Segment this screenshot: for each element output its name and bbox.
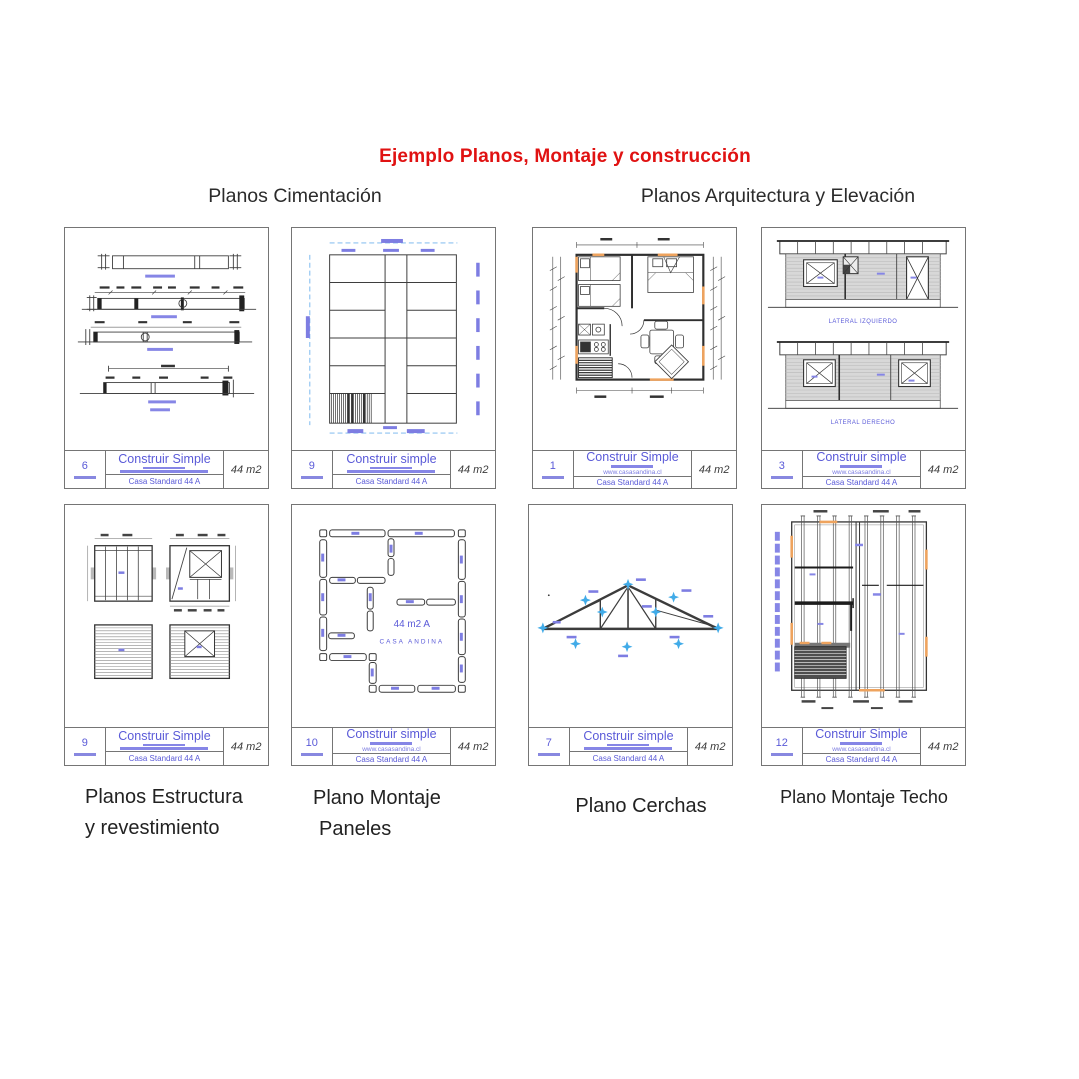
brand-text: Construir simple [346,727,437,741]
title-block [292,727,495,765]
sheet-cerchas [528,504,733,766]
number-underline-bar [771,753,793,756]
model-text: Casa Standard 44 A [592,754,665,763]
caption-line: Paneles [319,818,392,840]
number-underline-bar [301,753,323,756]
label-lateral-derecho: LATERAL DERECHO [830,420,896,427]
caption-montaje-paneles [313,783,473,845]
number-underline-bar [771,476,793,479]
sheet-estructura-paneles [64,504,269,766]
title-block [65,450,268,488]
model-text: Casa Standard 44 A [825,754,898,764]
area-text: 44 m2 [450,728,495,765]
floor-plan-drawing [533,228,736,450]
website-text: www.casasandina.cl [603,468,662,476]
deck-stairs [579,358,613,378]
hatch-area [332,393,372,423]
brand-text: Construir Simple [815,727,908,741]
roof-assembly-drawing [762,505,965,727]
group-header-arquitectura: Planos Arquitectura y Elevación [640,185,916,207]
panel-assembly-drawing [292,505,495,727]
website-text: www.casasandina.cl [832,468,891,476]
sheet-cimentacion-secciones [64,227,269,489]
elevation-lateral-derecho [768,342,958,426]
title-block [292,450,495,488]
area-text: 44 m2 [223,728,268,765]
area-text: 44 m2 [687,728,732,765]
sheet-number: 10 [305,737,318,749]
number-underline-bar [538,753,560,756]
title-block [65,727,268,765]
underline-bar [840,465,882,468]
caption-line: y revestimiento [85,817,220,839]
title-block [762,727,965,765]
underline-bar [370,742,412,745]
sheet-montaje-paneles [291,504,496,766]
truss-drawing [529,505,732,727]
sheet-number: 1 [549,460,556,472]
page-title: Ejemplo Planos, Montaje y construcción [379,146,751,167]
brand-text: Construir Simple [118,728,211,743]
panels-drawing [65,505,268,727]
area-text: 44 m2 [691,451,736,488]
model-text: Casa Standard 44 A [596,477,669,487]
sheet-number-cell [529,728,570,765]
website-text: www.casasandina.cl [362,745,421,753]
foundation-grid-drawing [292,228,495,450]
sheet-number-cell [762,451,803,488]
sheet-number: 7 [545,737,552,749]
title-block [533,450,736,488]
brand-text: Construir Simple [586,450,679,464]
model-text: Casa Standard 44 A [355,754,428,764]
caption-montaje-techo: Plano Montaje Techo [780,787,948,807]
sheet-arquitectura-planta [532,227,737,489]
website-text: www.casasandina.cl [832,745,891,753]
sheet-number-cell [292,728,333,765]
sheet-elevaciones [761,227,966,489]
underline-bar [584,747,672,750]
sheet-cimentacion-planta [291,227,496,489]
sheet-montaje-techo [761,504,966,766]
group-header-cimentacion: Planos Cimentación [208,185,382,207]
underline-bar [120,747,208,750]
underline-bar [840,742,882,745]
model-text: Casa Standard 44 A [825,477,898,487]
brand-text: Construir Simple [118,451,211,466]
dark-deck-hatch [795,642,850,679]
underline-bar [143,467,185,470]
number-underline-bar [74,476,96,479]
title-block [762,450,965,488]
area-text: 44 m2 [450,451,495,488]
area-text: 44 m2 [223,451,268,488]
brand-text: Construir simple [816,450,907,464]
truss-members [543,585,718,629]
model-text: Casa Standard 44 A [355,477,428,486]
label-lateral-izquierdo: LATERAL IZQUIERDO [828,319,898,326]
model-text: Casa Standard 44 A [128,477,201,486]
sheet-number-cell [65,451,106,488]
caption-line: Plano Montaje [313,787,441,809]
underline-bar [607,744,649,747]
siding-panel [95,625,152,678]
underline-bar [143,744,185,747]
underline-bar [611,465,653,468]
sheet-number-cell [65,728,106,765]
area-text: 44 m2 [920,728,965,765]
sheet-number: 9 [81,737,88,749]
brand-text: Construir simple [583,728,674,743]
number-underline-bar [542,476,564,479]
model-text: Casa Standard 44 A [128,754,201,763]
plan-brand-label: CASA ANDINA [379,638,445,646]
sheet-number: 6 [81,460,88,472]
plan-area-label: 44 m2 A [393,618,430,630]
sheet-number-cell [292,451,333,488]
window-frame-panel [166,546,233,601]
caption-cerchas: Plano Cerchas [575,795,707,817]
number-underline-bar [301,476,323,479]
caption-line: Planos Estructura [85,786,243,808]
number-underline-bar [74,753,96,756]
title-block [529,727,732,765]
area-text: 44 m2 [920,451,965,488]
sheet-number: 3 [778,460,785,472]
sheet-number-cell [762,728,803,765]
foundation-sections-drawing [65,228,268,450]
sheet-number-cell [533,451,574,488]
underline-bar [370,467,412,470]
caption-estructura [85,782,295,844]
dimension-marks [145,275,177,412]
sheet-number: 12 [775,737,788,749]
underline-bar [120,470,208,473]
sheet-number: 9 [308,460,315,472]
brand-text: Construir simple [346,451,437,466]
wall-panel-segments [320,530,466,692]
stud-frame-panel [91,546,156,601]
elevation-lateral-izquierdo [768,241,958,325]
elevations-drawing [762,228,965,450]
siding-panel-with-window [170,625,229,678]
underline-bar [347,470,435,473]
